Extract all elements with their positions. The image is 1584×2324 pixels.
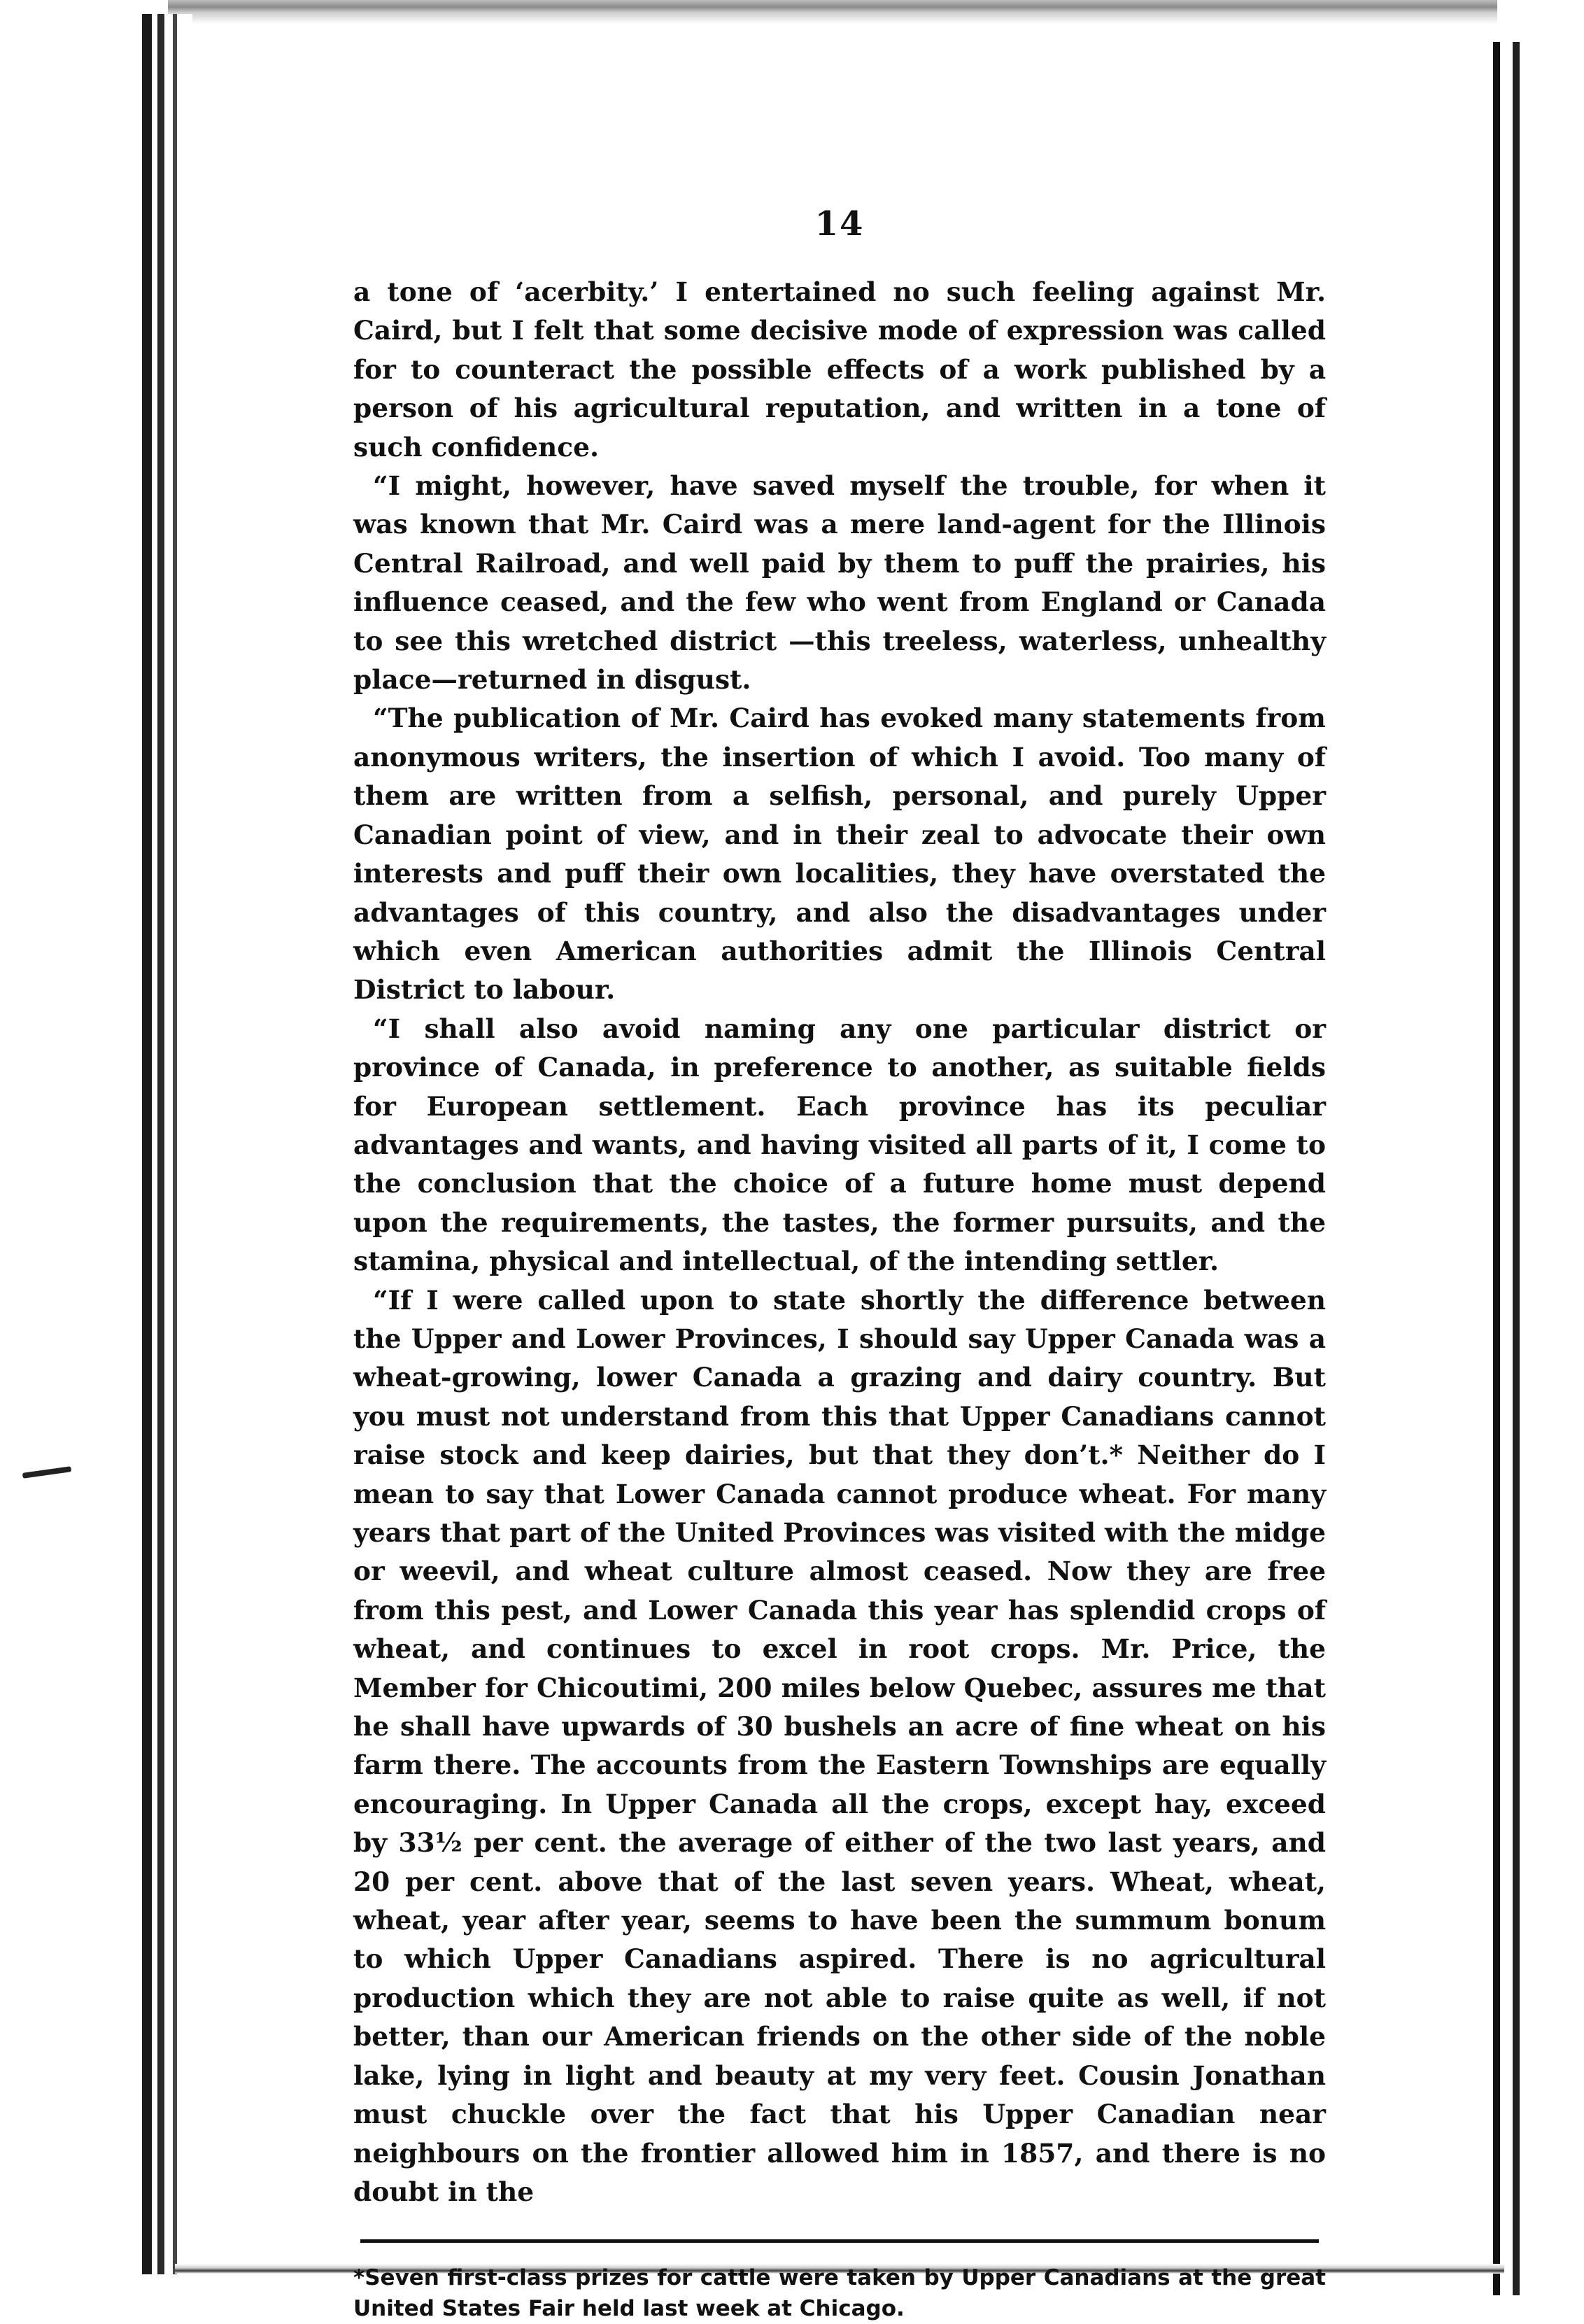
page-top-edge <box>168 0 1497 24</box>
paragraph: “If I were called upon to state shortly the difference between the Upper and Lower Provinces, I should say Upper Canada was a wheat-growing, lower Canada a grazing and dairy country. But you must not understand from this that Upper Canadians cannot raise stock and keep dairies, but that they don’t.* Neither do I mean to say that Lower Canada cannot produce wheat. For many years that part of the United Provinces was visited with the midge or weevil, and wheat culture almost ceased. Now they are free from this pest, and Lower Canada this year has splendid crops of wheat, and continues to excel in root crops. Mr. Price, the Member for Chicoutimi, 200 miles below Quebec, assures me that he shall have upwards of 30 bushels an acre of fine wheat on his farm there. The accounts from the Eastern Townships are equally encouraging. In Upper Canada all the crops, except hay, exceed by 33½ per cent. the average of either of the two last years, and 20 per cent. above that of the last seven years. Wheat, wheat, wheat, year after year, seems to have been the summum bonum to which Upper Canadians aspired. There is no agricultural production which they are not able to raise quite as well, if not better, than our American friends on the other side of the noble lake, lying in light and beauty at my very feet. Cousin Jonathan must chuckle over the fact that his Upper Canadian near neighbours on the frontier allowed him in 1857, and there is no doubt in the <box>353 1284 1326 2207</box>
footnote: *Seven first-class prizes for cattle were taken by Upper Canadians at the great United States Fair held last week at Chicago. <box>353 2265 1326 2322</box>
paragraph: “I shall also avoid naming any one particular district or province of Canada, in preference to another, as suitable fields for European settlement. Each province has its peculiar advantages and wants, and having visited all parts of it, I come to the conclusion that the choice of a future home must depend upon the requirements, the tastes, the former pursuits, and the stamina, physical and intellectual, of the intending settler. <box>353 1013 1326 1277</box>
page-binding-edge <box>136 14 192 2274</box>
page-number: 14 <box>814 204 865 244</box>
body-text <box>353 273 1326 2211</box>
page-content <box>353 203 1326 2324</box>
footnote-rule <box>360 2239 1319 2243</box>
page-right-edge <box>1489 42 1584 2295</box>
paragraph: “The publication of Mr. Caird has evoked many statements from anonymous writers, the insertion of which I avoid. Too many of them are written from a selfish, personal, and purely Upper Canadian point of view, and in their zeal to advocate their own interests and puff their own localities, they have overstated the advantages of this country, and also the disadvantages under which even American authorities admit the Illinois Central District to labour. <box>353 703 1326 1006</box>
paragraph: a tone of ‘acerbity.’ I entertained no such feeling against Mr. Caird, but I felt that some decisive mode of expression was called for to counteract the possible effects of a work published by a person of his agricultural reputation, and written in a tone of such confidence. <box>353 276 1326 463</box>
paragraph: “I might, however, have saved myself the trouble, for when it was known that Mr. Caird was a mere land-agent for the Illinois Central Railroad, and well paid by them to puff the prairies, his influence ceased, and the few who went from England or Canada to see this wretched district —this treeless, waterless, unhealthy place—returned in disgust. <box>353 470 1326 696</box>
margin-mark <box>22 1466 71 1479</box>
